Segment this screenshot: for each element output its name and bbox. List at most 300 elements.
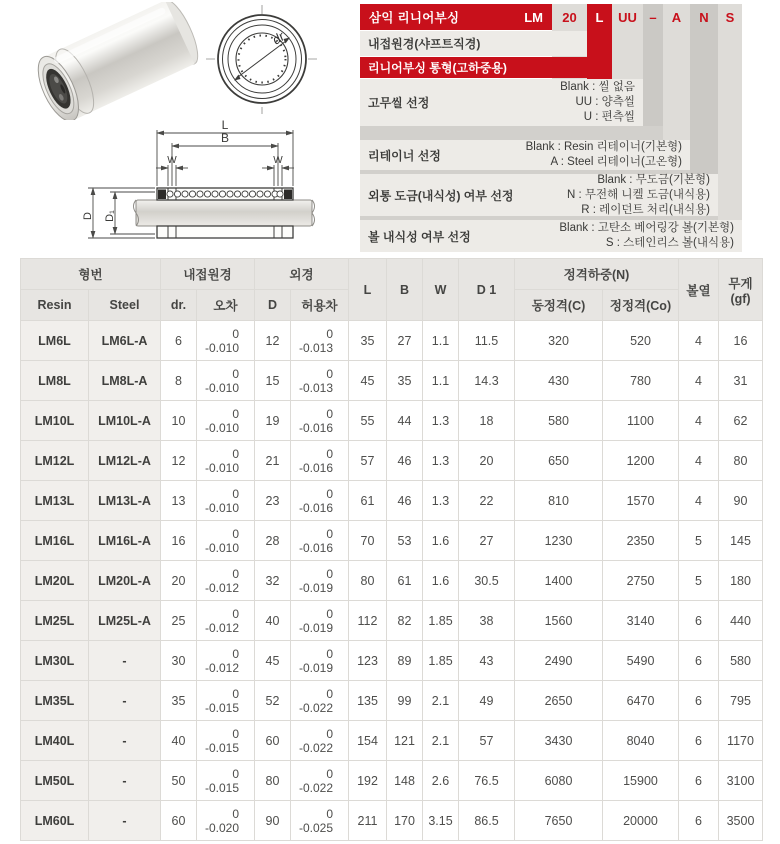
table-cell — [291, 441, 349, 481]
table-cell — [291, 321, 349, 361]
code-segment: S — [725, 9, 735, 25]
table-cell: 16 — [161, 521, 197, 561]
table-cell: 3430 — [515, 721, 603, 761]
table-cell: 3140 — [603, 601, 679, 641]
product-photo — [25, 2, 210, 120]
table-row — [21, 641, 763, 681]
code-segment: L — [595, 9, 604, 25]
column-header: 정격하중(N) — [515, 259, 679, 290]
table-cell: 13 — [161, 481, 197, 521]
code-panel — [360, 4, 780, 254]
table-cell: LM8L — [21, 361, 89, 401]
tolerance-line: 0 — [326, 326, 333, 341]
tolerance-line: -0.013 — [298, 340, 333, 355]
column-header: 볼열 — [679, 259, 719, 321]
table-cell: 6 — [161, 321, 197, 361]
tolerance-line: -0.015 — [204, 740, 239, 755]
table-cell: 3.15 — [423, 801, 459, 841]
dim-label-B: B — [220, 131, 230, 145]
table-cell: 22 — [459, 481, 515, 521]
tolerance-line: 0 — [326, 486, 333, 501]
table-row — [21, 521, 763, 561]
table-cell: LM13L — [21, 481, 89, 521]
table-cell: 76.5 — [459, 761, 515, 801]
table-cell: 6 — [679, 801, 719, 841]
table-cell: 8040 — [603, 721, 679, 761]
tolerance-line: -0.016 — [298, 500, 333, 515]
table-cell — [291, 641, 349, 681]
table-cell: 35 — [161, 681, 197, 721]
table-cell: LM12L-A — [89, 441, 161, 481]
table-cell: 45 — [349, 361, 387, 401]
table-cell — [291, 561, 349, 601]
code-segment: – — [649, 9, 657, 25]
table-row — [21, 321, 763, 361]
table-cell: 320 — [515, 321, 603, 361]
table-cell: 6 — [679, 641, 719, 681]
table-cell: 44 — [387, 401, 423, 441]
table-cell: 1400 — [515, 561, 603, 601]
table-cell: 25 — [161, 601, 197, 641]
table-cell: 11.5 — [459, 321, 515, 361]
option-item: N : 무전해 니켈 도금(내식용) — [566, 188, 710, 201]
option-row-label-text: 리니어부싱 통형(고하중용) — [368, 61, 507, 75]
tolerance-line: 0 — [232, 606, 239, 621]
table-cell: 211 — [349, 801, 387, 841]
option-row-label — [360, 57, 560, 78]
table-cell: 123 — [349, 641, 387, 681]
tolerance-line: -0.015 — [204, 700, 239, 715]
code-segment: UU — [618, 9, 637, 25]
table-cell — [291, 721, 349, 761]
table-cell — [197, 721, 255, 761]
table-cell: 2750 — [603, 561, 679, 601]
table-cell: LM6L — [21, 321, 89, 361]
tolerance-line: 0 — [326, 366, 333, 381]
table-cell: 2.6 — [423, 761, 459, 801]
table-cell: LM16L-A — [89, 521, 161, 561]
tolerance-line: -0.022 — [298, 780, 333, 795]
table-cell — [197, 561, 255, 601]
tolerance-line: -0.010 — [204, 540, 239, 555]
table-cell: 15 — [255, 361, 291, 401]
code-title: 삼익 리니어부싱 — [369, 11, 460, 25]
option-item: S : 스테인리스 볼(내식용) — [605, 237, 734, 249]
table-cell: 6080 — [515, 761, 603, 801]
table-cell: LM20L — [21, 561, 89, 601]
option-item: U : 편측씰 — [583, 111, 635, 123]
option-item: UU : 양측씰 — [575, 96, 635, 108]
table-cell: 4 — [679, 361, 719, 401]
table-cell: 795 — [719, 681, 763, 721]
table-cell: LM20L-A — [89, 561, 161, 601]
tolerance-line: 0 — [326, 766, 333, 781]
table-cell: 1.85 — [423, 601, 459, 641]
table-cell: 80 — [719, 441, 763, 481]
code-segment: N — [699, 9, 709, 25]
table-cell: 1.3 — [423, 481, 459, 521]
table-cell: 99 — [387, 681, 423, 721]
tolerance-line: 0 — [232, 686, 239, 701]
tolerance-line: 0 — [232, 766, 239, 781]
table-cell: LM10L-A — [89, 401, 161, 441]
table-cell: 7650 — [515, 801, 603, 841]
table-cell: 30 — [161, 641, 197, 681]
table-cell: - — [89, 801, 161, 841]
table-cell: 40 — [161, 721, 197, 761]
tolerance-line: -0.025 — [298, 820, 333, 835]
table-cell: 780 — [603, 361, 679, 401]
table-cell: 30.5 — [459, 561, 515, 601]
code-prefix: LM — [524, 9, 543, 25]
table-cell: 1.1 — [423, 321, 459, 361]
table-cell: 1.1 — [423, 361, 459, 401]
tolerance-line: 0 — [326, 526, 333, 541]
table-cell: 90 — [255, 801, 291, 841]
dim-label-L: L — [221, 118, 229, 132]
table-cell: 20 — [459, 441, 515, 481]
table-cell: LM8L-A — [89, 361, 161, 401]
tolerance-line: -0.012 — [204, 620, 239, 635]
table-cell: 60 — [255, 721, 291, 761]
table-cell: 18 — [459, 401, 515, 441]
table-cell: 2650 — [515, 681, 603, 721]
table-cell: 2.1 — [423, 721, 459, 761]
table-cell: 148 — [387, 761, 423, 801]
column-subheader: D — [255, 290, 291, 321]
tolerance-line: -0.013 — [298, 380, 333, 395]
table-cell: 61 — [387, 561, 423, 601]
tolerance-line: 0 — [232, 726, 239, 741]
table-cell: 52 — [255, 681, 291, 721]
table-cell: 6 — [679, 681, 719, 721]
table-cell: 4 — [679, 401, 719, 441]
column-subheader: 오차 — [197, 290, 255, 321]
cross-section-diagram — [200, 2, 345, 118]
table-cell: 4 — [679, 441, 719, 481]
tolerance-line: 0 — [326, 726, 333, 741]
table-cell: 135 — [349, 681, 387, 721]
tolerance-line: 0 — [232, 806, 239, 821]
table-cell: 89 — [387, 641, 423, 681]
table-cell: 2350 — [603, 521, 679, 561]
table-cell: LM10L — [21, 401, 89, 441]
table-cell: 43 — [459, 641, 515, 681]
table-cell: 1.6 — [423, 521, 459, 561]
table-cell: 170 — [387, 801, 423, 841]
tolerance-line: 0 — [326, 566, 333, 581]
code-segment: A — [671, 9, 682, 25]
tolerance-line: -0.019 — [298, 660, 333, 675]
table-row — [21, 561, 763, 601]
table-cell: 1100 — [603, 401, 679, 441]
table-cell: 121 — [387, 721, 423, 761]
table-cell: 192 — [349, 761, 387, 801]
table-cell: 1.3 — [423, 441, 459, 481]
table-cell: 2.1 — [423, 681, 459, 721]
diagram-label-dr: dr — [269, 28, 288, 48]
tolerance-line: 0 — [326, 606, 333, 621]
spec-table — [20, 258, 763, 841]
spec-table-wrap — [20, 258, 762, 841]
table-cell: 90 — [719, 481, 763, 521]
column-header: W — [423, 259, 459, 321]
column-subheader: Steel — [89, 290, 161, 321]
table-cell: 12 — [255, 321, 291, 361]
table-cell: 62 — [719, 401, 763, 441]
column-header: 외경 — [255, 259, 349, 290]
column-subheader: 동정격(C) — [515, 290, 603, 321]
table-cell: - — [89, 721, 161, 761]
table-cell: 38 — [459, 601, 515, 641]
table-cell: 1560 — [515, 601, 603, 641]
option-item: Blank : 고탄소 베어링강 볼(기본형) — [559, 222, 734, 234]
table-cell: 3100 — [719, 761, 763, 801]
table-cell — [197, 401, 255, 441]
table-row — [21, 801, 763, 841]
table-cell: - — [89, 641, 161, 681]
table-cell: LM60L — [21, 801, 89, 841]
tolerance-line: 0 — [232, 406, 239, 421]
table-cell: 70 — [349, 521, 387, 561]
table-cell: 5 — [679, 561, 719, 601]
table-head — [21, 259, 763, 321]
table-cell: 1200 — [603, 441, 679, 481]
table-cell: 14.3 — [459, 361, 515, 401]
tolerance-line: -0.015 — [204, 780, 239, 795]
option-item: Blank : Resin 리테이너(기본형) — [525, 141, 682, 153]
table-cell: 12 — [161, 441, 197, 481]
table-cell: 5 — [679, 521, 719, 561]
table-cell — [291, 521, 349, 561]
table-cell: 6470 — [603, 681, 679, 721]
table-cell: LM35L — [21, 681, 89, 721]
table-cell: 430 — [515, 361, 603, 401]
option-row-label-text: 볼 내식성 여부 선정 — [368, 229, 471, 244]
tolerance-line: -0.012 — [204, 580, 239, 595]
tolerance-line: 0 — [232, 486, 239, 501]
column-header: L — [349, 259, 387, 321]
table-cell: 80 — [349, 561, 387, 601]
table-cell — [291, 801, 349, 841]
table-cell: 27 — [459, 521, 515, 561]
tolerance-line: 0 — [326, 446, 333, 461]
table-cell: 23 — [255, 481, 291, 521]
table-cell: LM40L — [21, 721, 89, 761]
tolerance-line: 0 — [326, 686, 333, 701]
option-row-label-text: 내접원경(샤프트직경) — [368, 37, 481, 51]
table-cell — [197, 681, 255, 721]
table-cell — [291, 761, 349, 801]
tolerance-line: -0.019 — [298, 620, 333, 635]
table-cell: 61 — [349, 481, 387, 521]
table-cell: 810 — [515, 481, 603, 521]
table-cell: 1.3 — [423, 401, 459, 441]
option-item: R : 레이던트 처리(내식용) — [581, 203, 710, 216]
ball-row — [167, 191, 283, 197]
table-cell: 31 — [719, 361, 763, 401]
option-item: A : Steel 리테이너(고온형) — [550, 156, 682, 168]
table-cell: 8 — [161, 361, 197, 401]
table-cell: 4 — [679, 481, 719, 521]
table-cell: 82 — [387, 601, 423, 641]
tolerance-line: -0.016 — [298, 540, 333, 555]
table-cell: 49 — [459, 681, 515, 721]
table-cell: 580 — [719, 641, 763, 681]
dim-label-W-left: W — [167, 155, 177, 166]
option-list — [360, 140, 682, 170]
table-row — [21, 721, 763, 761]
table-cell: 53 — [387, 521, 423, 561]
tolerance-line: -0.010 — [204, 380, 239, 395]
column-header: 내접원경 — [161, 259, 255, 290]
table-cell: 32 — [255, 561, 291, 601]
table-row — [21, 481, 763, 521]
table-cell: 112 — [349, 601, 387, 641]
table-cell: 46 — [387, 481, 423, 521]
option-row-label — [360, 31, 560, 56]
code-title-bar — [360, 4, 552, 30]
table-row — [21, 401, 763, 441]
tolerance-line: -0.010 — [204, 420, 239, 435]
tolerance-line: 0 — [326, 406, 333, 421]
table-cell — [291, 681, 349, 721]
table-cell: 45 — [255, 641, 291, 681]
table-cell: 1570 — [603, 481, 679, 521]
table-cell: 20000 — [603, 801, 679, 841]
table-cell: 50 — [161, 761, 197, 801]
table-cell — [197, 321, 255, 361]
table-cell: LM25L-A — [89, 601, 161, 641]
table-cell: 4 — [679, 321, 719, 361]
table-cell: 580 — [515, 401, 603, 441]
table-cell: 6 — [679, 761, 719, 801]
tolerance-line: -0.022 — [298, 740, 333, 755]
table-cell: 650 — [515, 441, 603, 481]
table-cell: LM13L-A — [89, 481, 161, 521]
table-cell: LM25L — [21, 601, 89, 641]
table-cell: 1230 — [515, 521, 603, 561]
tolerance-line: -0.020 — [204, 820, 239, 835]
column-subheader: Resin — [21, 290, 89, 321]
table-cell: 1170 — [719, 721, 763, 761]
table-cell: 35 — [349, 321, 387, 361]
table-cell: 16 — [719, 321, 763, 361]
column-header: 무게 (gf) — [719, 259, 763, 321]
option-list — [360, 220, 734, 252]
column-header: B — [387, 259, 423, 321]
tolerance-line: -0.010 — [204, 340, 239, 355]
table-cell — [197, 601, 255, 641]
table-cell: LM16L — [21, 521, 89, 561]
tolerance-line: 0 — [232, 646, 239, 661]
column-header: 형번 — [21, 259, 161, 290]
table-row — [21, 601, 763, 641]
table-cell: 27 — [387, 321, 423, 361]
table-cell: 57 — [459, 721, 515, 761]
tolerance-line: -0.010 — [204, 460, 239, 475]
table-cell: 2490 — [515, 641, 603, 681]
tolerance-line: 0 — [232, 566, 239, 581]
tolerance-line: -0.022 — [298, 700, 333, 715]
table-cell: 520 — [603, 321, 679, 361]
table-cell: 145 — [719, 521, 763, 561]
option-list — [360, 174, 710, 216]
table-cell: 46 — [387, 441, 423, 481]
option-list — [360, 79, 635, 126]
code-column-stripe — [718, 4, 742, 252]
option-row-label-text: 리테이너 선정 — [368, 148, 441, 163]
tolerance-line: 0 — [326, 806, 333, 821]
table-cell: 15900 — [603, 761, 679, 801]
table-row — [21, 681, 763, 721]
tolerance-line: -0.016 — [298, 460, 333, 475]
option-row-label-text: 외통 도금(내식성) 여부 선정 — [368, 188, 514, 203]
code-segment: 20 — [562, 9, 577, 25]
table-cell: 440 — [719, 601, 763, 641]
tolerance-line: 0 — [232, 446, 239, 461]
table-cell: 5490 — [603, 641, 679, 681]
option-item: Blank : 무도금(기본형) — [597, 173, 710, 186]
table-cell — [291, 481, 349, 521]
table-cell: 6 — [679, 721, 719, 761]
option-row-label-text: 고무씰 선정 — [368, 96, 430, 110]
separator-band — [360, 126, 663, 140]
table-cell — [197, 481, 255, 521]
tolerance-line: -0.012 — [204, 660, 239, 675]
table-cell — [197, 361, 255, 401]
column-header: D 1 — [459, 259, 515, 321]
tolerance-line: -0.010 — [204, 500, 239, 515]
dim-label-W-right: W — [273, 155, 283, 166]
table-row — [21, 361, 763, 401]
table-cell: 55 — [349, 401, 387, 441]
table-cell: 1.85 — [423, 641, 459, 681]
table-cell: 80 — [255, 761, 291, 801]
table-cell: 180 — [719, 561, 763, 601]
table-cell — [291, 361, 349, 401]
table-cell: 6 — [679, 601, 719, 641]
table-cell — [291, 601, 349, 641]
table-cell: LM6L-A — [89, 321, 161, 361]
table-cell: 28 — [255, 521, 291, 561]
table-cell: - — [89, 681, 161, 721]
table-cell: 21 — [255, 441, 291, 481]
bushing-render — [30, 2, 205, 120]
table-cell — [197, 641, 255, 681]
table-cell: 3500 — [719, 801, 763, 841]
tolerance-line: 0 — [232, 366, 239, 381]
tolerance-line: 0 — [232, 326, 239, 341]
table-cell — [197, 801, 255, 841]
table-cell — [197, 521, 255, 561]
table-cell: 1.6 — [423, 561, 459, 601]
table-cell: 19 — [255, 401, 291, 441]
table-cell: 40 — [255, 601, 291, 641]
table-cell: - — [89, 761, 161, 801]
option-item: Blank : 씰 없음 — [560, 81, 635, 93]
column-subheader: 정정격(Co) — [603, 290, 679, 321]
table-cell: 86.5 — [459, 801, 515, 841]
column-subheader: dr. — [161, 290, 197, 321]
tolerance-line: -0.016 — [298, 420, 333, 435]
table-cell: LM50L — [21, 761, 89, 801]
table-cell: 60 — [161, 801, 197, 841]
table-cell: 10 — [161, 401, 197, 441]
side-view-diagram — [50, 108, 362, 254]
table-cell: LM30L — [21, 641, 89, 681]
tolerance-line: 0 — [232, 526, 239, 541]
